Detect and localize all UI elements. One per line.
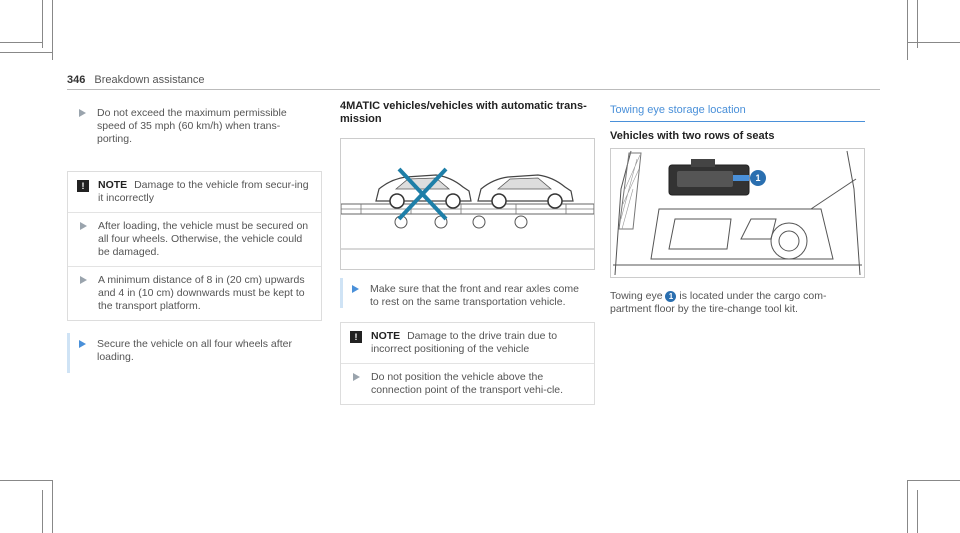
notice-item — [68, 213, 321, 267]
warning-icon: ! — [350, 331, 362, 343]
crop-mark — [0, 480, 52, 481]
page-number: 346 — [67, 74, 86, 86]
page-header — [67, 74, 204, 86]
middle-column-lower — [340, 276, 595, 405]
arrow-icon — [79, 340, 86, 348]
crop-mark — [52, 480, 53, 533]
notice-box — [67, 171, 322, 321]
notice-header — [341, 323, 594, 364]
section-heading: Towing eye storage location — [610, 104, 746, 116]
bullet-text: Do not exceed the maximum permissible speed of 35 mph (60 km/h) when trans-porting. — [97, 107, 287, 145]
notice-header — [68, 172, 321, 213]
step-marker — [340, 278, 343, 308]
crop-mark — [0, 52, 52, 53]
arrow-icon — [353, 373, 360, 381]
note-text: Damage to the vehicle from secur-ing it incorrectly — [98, 179, 309, 204]
left-column — [67, 100, 322, 371]
notice-item-text: A minimum distance of 8 in (20 cm) upwards and 4 in (10 cm) downwards must be kept to the transport platform. — [98, 274, 305, 312]
arrow-icon — [79, 109, 86, 117]
notice-box — [340, 322, 595, 405]
right-column — [610, 104, 865, 143]
crop-mark — [42, 0, 43, 48]
axle-instruction — [340, 276, 595, 316]
cargo-floor-diagram — [611, 149, 864, 277]
heading-rule — [610, 121, 865, 122]
section-title: Breakdown assistance — [94, 74, 205, 86]
warning-icon: ! — [77, 180, 89, 192]
notice-item — [341, 364, 594, 404]
crop-mark — [907, 480, 908, 533]
note-label: NOTE — [371, 330, 401, 342]
caption-text: Towing eye — [610, 290, 663, 302]
caption-text: is located under the cargo com-partment floor by the tire-change tool kit. — [610, 290, 827, 315]
arrow-icon — [80, 276, 87, 284]
transport-illustration — [340, 138, 595, 270]
towing-eye-caption — [610, 290, 865, 316]
header-rule — [67, 89, 880, 90]
middle-column — [340, 100, 595, 126]
note-text: Damage to the drive train due to incorrect positioning of the vehicle — [371, 330, 558, 355]
bullet-text: Secure the vehicle on all four wheels after loading. — [97, 338, 292, 363]
notice-item — [68, 267, 321, 320]
callout-badge: 1 — [665, 291, 676, 302]
step-marker — [67, 333, 70, 373]
crop-mark — [42, 490, 43, 533]
section-heading: 4MATIC vehicles/vehicles with automatic trans-mission — [340, 100, 587, 125]
crop-mark — [907, 0, 908, 60]
arrow-icon — [80, 222, 87, 230]
vehicles-on-trailer-diagram — [341, 139, 594, 269]
crop-mark — [917, 0, 918, 48]
arrow-icon — [352, 285, 359, 293]
crop-mark — [52, 0, 53, 60]
crop-mark — [907, 42, 960, 43]
speed-instruction — [67, 100, 322, 158]
bullet-text: Make sure that the front and rear axles come to rest on the same transportation vehicle. — [370, 283, 579, 308]
crop-mark — [907, 480, 960, 481]
subheading: Vehicles with two rows of seats — [610, 130, 775, 142]
note-label: NOTE — [98, 179, 128, 191]
crop-mark — [0, 42, 42, 43]
crop-mark — [917, 490, 918, 533]
notice-item-text: After loading, the vehicle must be secured on all four wheels. Otherwise, the vehicle could be damaged. — [98, 220, 309, 258]
secure-instruction — [67, 331, 322, 371]
notice-item-text: Do not position the vehicle above the connection point of the transport vehi-cle. — [371, 371, 564, 396]
cargo-compartment-illustration — [610, 148, 865, 278]
callout-number: 1 — [755, 173, 761, 183]
